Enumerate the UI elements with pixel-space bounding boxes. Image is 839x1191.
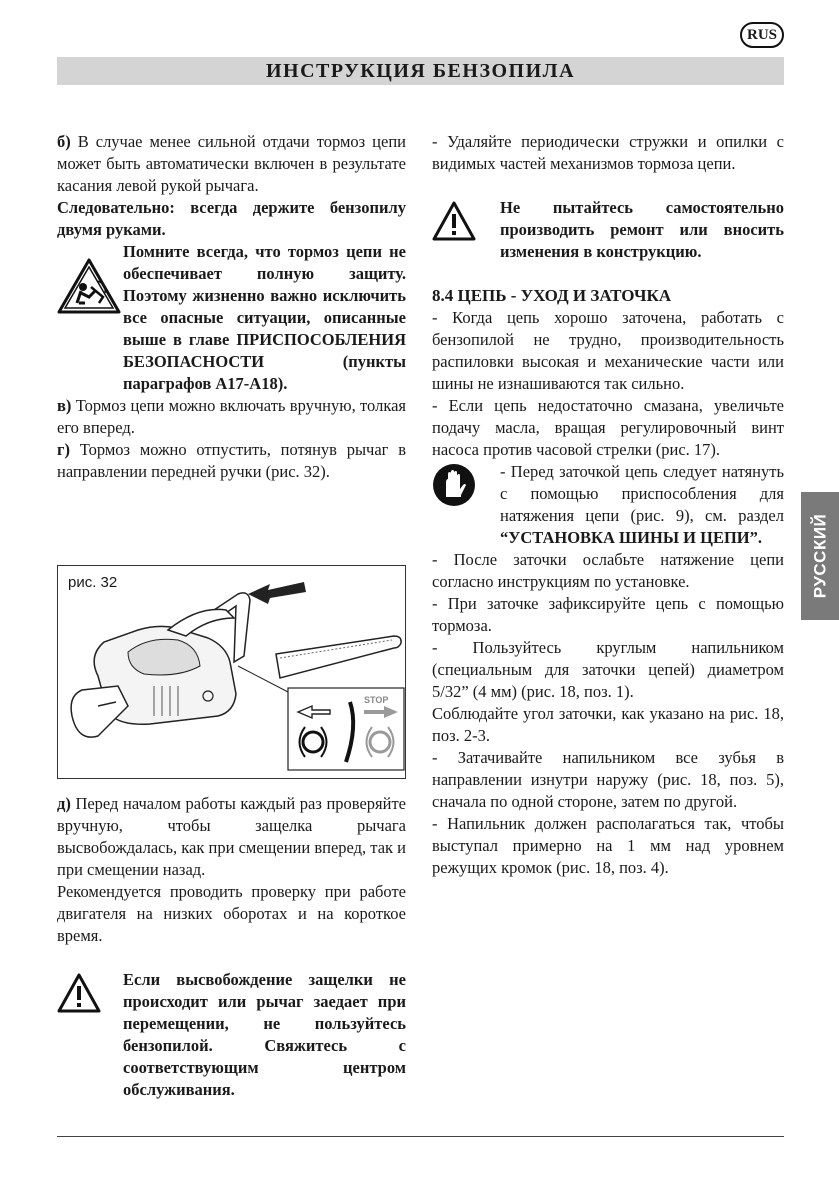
warning-text-2: Если высвобождение защелки не происходит или рычаг заедает при перемещении, не пользуйтесь бензопилой. Свяжитесь с соответствующим центром обслуживания.: [123, 970, 406, 1099]
paragraph-g: [57, 439, 406, 483]
warning-triangle-icon: [57, 969, 123, 1101]
paragraph-fix-chain: - При заточке зафиксируйте цепь с помощью тормоза.: [432, 594, 784, 635]
bottom-divider: [57, 1136, 784, 1137]
stop-label: STOP: [364, 695, 389, 705]
paragraph-sharp-chain: - Когда цепь хорошо заточена, работать с бензопилой не трудно, производительность распиловки высокая и механические части или шины не изнашиваются так сильно.: [432, 308, 784, 393]
paragraph-g-text: Тормоз можно отпустить, потянув рычаг в направлении передней ручки (рис. 32).: [57, 440, 406, 481]
page-title: ИНСТРУКЦИЯ БЕНЗОПИЛА: [265, 59, 576, 82]
warning-block-3: [432, 197, 784, 263]
paragraph-b: [57, 131, 406, 197]
paragraph-round-file: - Пользуйтесь круглым напильником (специальным для заточки цепей) диаметром 5/32” (4 мм) (рис. 18, поз. 1).: [432, 638, 784, 701]
warning-text-1: Помните всегда, что тормоз цепи не обеспечивает полную защиту. Поэтому жизненно важно исключить все опасные ситуации, описанные выше в главе ПРИСПОСОБЛЕНИЯ БЕЗОПАСНОСТИ (пункты параграфов А17-А18).: [123, 242, 406, 393]
figure-label: рис. 32: [68, 574, 118, 591]
gloves-text-bold: “УСТАНОВКА ШИНЫ И ЦЕПИ”.: [500, 528, 763, 547]
item-label-g: г): [57, 440, 70, 459]
paragraph-angle: Соблюдайте угол заточки, как указано на рис. 18, поз. 2-3.: [432, 704, 784, 745]
language-badge: RUS: [740, 22, 784, 48]
paragraph-d: [57, 793, 406, 881]
paragraph-remove-chips: - Удаляйте периодически стружки и опилки с видимых частей механизмов тормоза цепи.: [432, 132, 784, 173]
paragraph-after-sharpening: - После заточки ослабьте натяжение цепи согласно инструкциям по установке.: [432, 550, 784, 591]
gloves-icon: [432, 461, 500, 549]
gloves-block: [432, 461, 784, 549]
therefore-note: Следовательно: всегда держите бензопилу двумя руками.: [57, 198, 406, 239]
item-label-b: б): [57, 132, 71, 151]
right-column: [432, 131, 784, 879]
paragraph-oil: - Если цепь недостаточно смазана, увеличьте подачу масла, вращая регулировочный винт насоса против часовой стрелки (рис. 17).: [432, 396, 784, 459]
left-column-top: [57, 131, 406, 483]
paragraph-recommend: Рекомендуется проводить проверку при работе двигателя на низких оборотах и на короткое время.: [57, 882, 406, 945]
item-label-d: д): [57, 794, 71, 813]
warning-block-2: [57, 969, 406, 1101]
warning-text-3: Не пытайтесь самостоятельно производить ремонт или вносить изменения в конструкцию.: [500, 198, 784, 261]
paragraph-teeth: - Затачивайте напильником все зубья в направлении изнутри наружу (рис. 18, поз. 5), сначала по одной стороне, затем по другой.: [432, 748, 784, 811]
paragraph-v-text: Тормоз цепи можно включать вручную, толкая его вперед.: [57, 396, 407, 437]
side-tab-label: РУССКИЙ: [810, 513, 829, 599]
gloves-text-regular: - Перед заточкой цепь следует натянуть с помощью приспособления для натяжения цепи (рис. 9), см. раздел: [500, 462, 784, 525]
gloves-text: [500, 461, 784, 549]
warning-triangle-icon: [432, 197, 500, 263]
warning-block-1: [57, 241, 406, 395]
paragraph-file-position: - Напильник должен располагаться так, чтобы выступал примерно на 1 мм над уровнем режущих кромок (рис. 18, поз. 4).: [432, 814, 784, 877]
page-header: [57, 57, 784, 85]
paragraph-v: [57, 395, 406, 439]
paragraph-b-text: В случае менее сильной отдачи тормоз цепи может быть автоматически включен в результате касания левой рукой рычага.: [57, 132, 406, 195]
item-label-v: в): [57, 396, 72, 415]
warning-chainsaw-kickback-icon: [57, 241, 123, 395]
chainsaw-illustration: [58, 566, 405, 778]
paragraph-d-text: Перед началом работы каждый раз проверяйте вручную, чтобы защелка рычага высвобождалась, как при смещении вперед, так и при смещении назад.: [57, 794, 406, 879]
language-side-tab: [801, 492, 839, 620]
left-column-bottom: [57, 793, 406, 1101]
section-title: 8.4 ЦЕПЬ - УХОД И ЗАТОЧКА: [432, 286, 672, 305]
figure-32: [57, 565, 406, 779]
